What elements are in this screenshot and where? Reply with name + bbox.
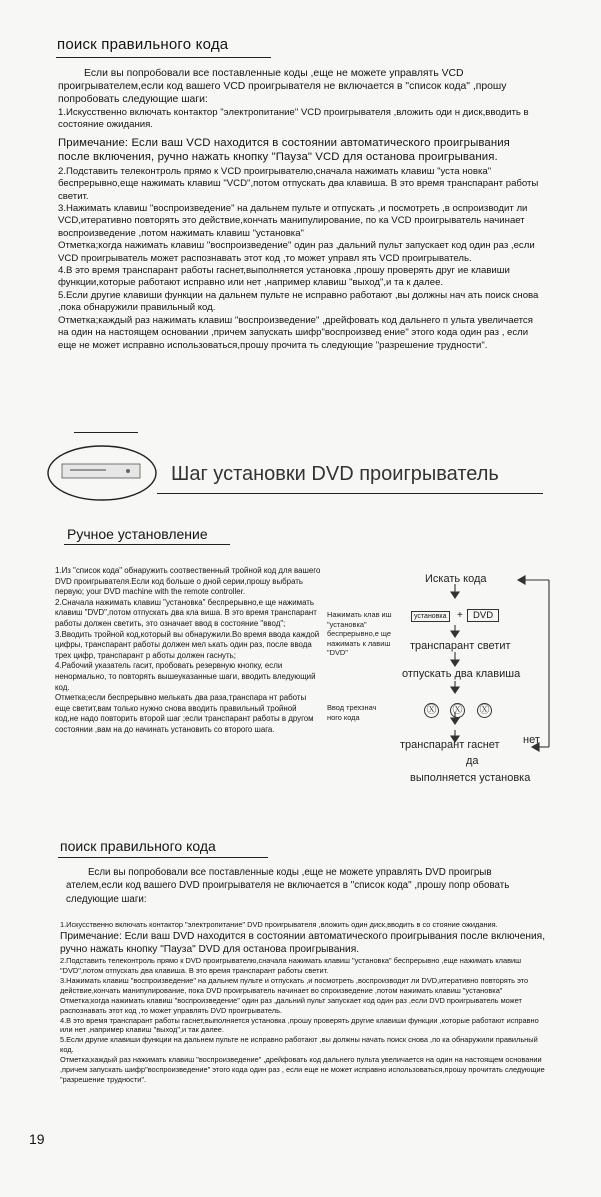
section2-rule bbox=[58, 857, 268, 858]
manual-rule bbox=[64, 544, 230, 545]
section1-step1: 1.Искусственно включать контактор "электропитание" VCD проигрывателя ,вложить оди н диск,вводить в состояние ожидания. bbox=[58, 107, 529, 131]
section1-step3: 3.Нажимать клавиш "воспроизведение" на дальнем пульте и отпускать ,и посмотреть ,в оспроизводит ли VCD,итеративно повторять это действие,кончать манипулирование, по ка VCD проигрыватель начинает воспроизведение ,потом нажимать клавиш "установка" bbox=[58, 203, 528, 239]
dvd-player-icon bbox=[46, 444, 158, 502]
manual-item: 2.Сначала нажимать клавиш "установка" беспрерывно,е ще нажимать клавиш "DVD",потом отпускать два кла виша. В это время транспарант работы должен светить, это означает ввод в состояние "ввод"; bbox=[55, 597, 317, 628]
section1-title: поиск правильного кода bbox=[57, 36, 229, 53]
section1-rule bbox=[56, 57, 271, 58]
flow-lit: транспарант светит bbox=[410, 640, 511, 652]
flow-no: нет bbox=[523, 734, 540, 746]
section2-step4: 4.В это время транспарант работы гаснет,выполняется установка ,прошу проверять другие клавиши функции ,которые работают исправно или нет ,например клавиш "выход",и так далее. bbox=[60, 1015, 539, 1035]
section2-title: поиск правильного кода bbox=[60, 838, 216, 854]
section2-step2: 2.Подставить телеконтроль прямо к DVD проигрывателю,сначала нажимать клавиш "установка" беспрерывно ,еще нажимать клавиш "DVD",потом отпускать два клавиша. В это время транспарант работы светит. bbox=[60, 956, 522, 975]
flow-release: отпускать два клавиша bbox=[402, 668, 521, 680]
section1-note3: Отметка;когда нажимать клавиш "воспроизведение" один раз ,дальний пульт запускает код один раз ,если VCD проигрыватель может распознавать этот код ,то может управл ять VCD проигрыватель. bbox=[58, 240, 535, 264]
section2-step1: 1.Искусственно включать контактор "электропитание" DVD проигрывателя ,вложить один диск,вводить в со стояние ожидания. bbox=[60, 920, 498, 929]
flow-arrows bbox=[385, 570, 555, 760]
section2-step5: 5.Если другие клавиши функции на дальнем пульте не исправно работают ,вы должны начать поиск снова ,по ка обнаружили правильный код. bbox=[60, 1035, 538, 1055]
banner-title: Шаг установки DVD проигрыватель bbox=[171, 463, 499, 485]
flow-off: транспарант гаснет bbox=[400, 739, 500, 751]
manual-title: Ручное установление bbox=[67, 526, 208, 542]
banner-rule bbox=[157, 493, 543, 494]
manual-note: Отметка;если беспрерывно мелькать два раза,транспара нт работы еще светит,вам только нужно снова вводить правильный тройной код,не надо повторить второй шаг ;если транспарант работы в другом состоянии ,вам на до начинать установить со второго шага. bbox=[55, 693, 314, 734]
flow-yes: да bbox=[466, 755, 479, 767]
section1-step2: 2.Подставить телеконтроль прямо к VCD проигрывателю,сначала нажимать клавиш "уста новка" беспрерывно,еще нажимать клавиш "VCD",потом отпускать два клавиша. В это время транспарант работы светит. bbox=[58, 165, 539, 202]
manual-item: 1.Из "список кода" обнаружить соотвественный тройной код для вашего DVD проигрывателя.Если код больше о дной серии,прошу выбрать первую; your DVD machine with the remote controller. bbox=[55, 566, 321, 597]
section1-step5: 5.Если другие клавиши функции на дальнем пульте не исправно работают ,вы должны нач ать поиск снова ,пока обнаружили правильный код. bbox=[58, 289, 539, 314]
section2-note: Примечание: Если ваш DVD находится в состоянии автоматического проигрывания после включения, ручно нажать кнопку "Пауза" DVD для останова проигрывания. bbox=[60, 930, 546, 955]
section2-note3: Отметка;когда нажимать клавиш "воспроизведение" один раз ,дальний пульт запускает код один раз ,если DVD проигрыватель может распознавать этот код ,то может управлять DVD проигрыватель. bbox=[60, 995, 522, 1015]
flow-search: Искать кода bbox=[425, 573, 487, 585]
section2-intro: Если вы попробовали все поставленные коды ,еще не можете управлять DVD проигрыв ателем,если код вашего DVD проигрывателя не включается в "список кода" ,прошу попр обовать следующие шаги: bbox=[66, 867, 510, 905]
section2-intro-block bbox=[66, 866, 550, 906]
plus-sign: + bbox=[457, 610, 463, 621]
section1-step4: 4.В это время транспарант работы гаснет,выполняется установка ,прошу проверять друг ие клавиши функции,которые работают исправно или нет ,например клавиш "выход",и та к далее. bbox=[58, 265, 510, 289]
page-number: 19 bbox=[29, 1131, 45, 1147]
key-setup: установка bbox=[411, 611, 450, 622]
manual-item: 3.Вводить тройной код,который вы обнаружили.Во время ввода каждой цифры, транспарант работы должен мел ькать один раз, после ввода трех цифр, транспарант р аботы должен гаснуть; bbox=[55, 629, 320, 660]
digit-key-icon: Ⓧ bbox=[477, 703, 492, 718]
flow-done: выполняется установка bbox=[410, 772, 531, 784]
section1-end-rule bbox=[74, 432, 138, 433]
section1-intro: Если вы попробовали все поставленные коды ,еще не можете управлять VCD проигрывателем,если код вашего VCD проигрывателя не включается в "список кода" ,прошу попробовать следующие шаги: bbox=[58, 68, 507, 105]
section2-note5: Отметка;каждый раз нажимать клавиш "воспроизведение" ,дрейфовать код дальнего пульта увеличается на один на настоящем основании ,причем запускать шифр"воспроизведение" этого кода один раз , если еще не может исправно использоваться,прошу прочитать следующие "разрешение трудности". bbox=[60, 1055, 545, 1084]
section1-note5: Отметка;каждый раз нажимать клавиш "воспроизведение" ,дрейфовать код дальнего п ульта увеличается на один на настоящем основании ,причем запускать шифр"воспроизвед ение" этого кода один раз , если еще не может исправно использоваться,прошу прочита ть следующие "разрешение трудности". bbox=[58, 314, 533, 351]
section1-body bbox=[58, 67, 542, 352]
section2-body bbox=[60, 920, 548, 1085]
manual-item: 4.Рабочий указатель гасит, пробовать резервную кнопку, если ненормально, то повторять вышеуказанные шаги, вводить вледующий код. bbox=[55, 661, 316, 692]
flow-side-note2: Ввод трехзнач ного кода bbox=[327, 703, 377, 722]
key-dvd: DVD bbox=[467, 609, 499, 622]
digit-key-icon: Ⓧ bbox=[450, 703, 465, 718]
flow-side-note1: Нажимать клав иш "установка" беспрерывно,е ще нажимать к лавиш "DVD" bbox=[327, 610, 392, 657]
digit-key-icon: Ⓧ bbox=[424, 703, 439, 718]
manual-steps bbox=[55, 566, 321, 736]
section2-step3: 3.Нажимать клавиш "воспроизведение" на дальнем пульте и отпускать ,и посмотреть ,воспроизводит ли DVD,итеративно повторять это действие,кончать манипулирование, пока DVD проигрыватель начинает во спроизведение ,потом нажимать клавиш "установка" bbox=[60, 975, 529, 995]
section1-note: Примечание: Если ваш VCD находится в состоянии автоматического проигрывания после включения, ручно нажать кнопку "Пауза" VCD для останова проигрывания. bbox=[58, 136, 510, 163]
